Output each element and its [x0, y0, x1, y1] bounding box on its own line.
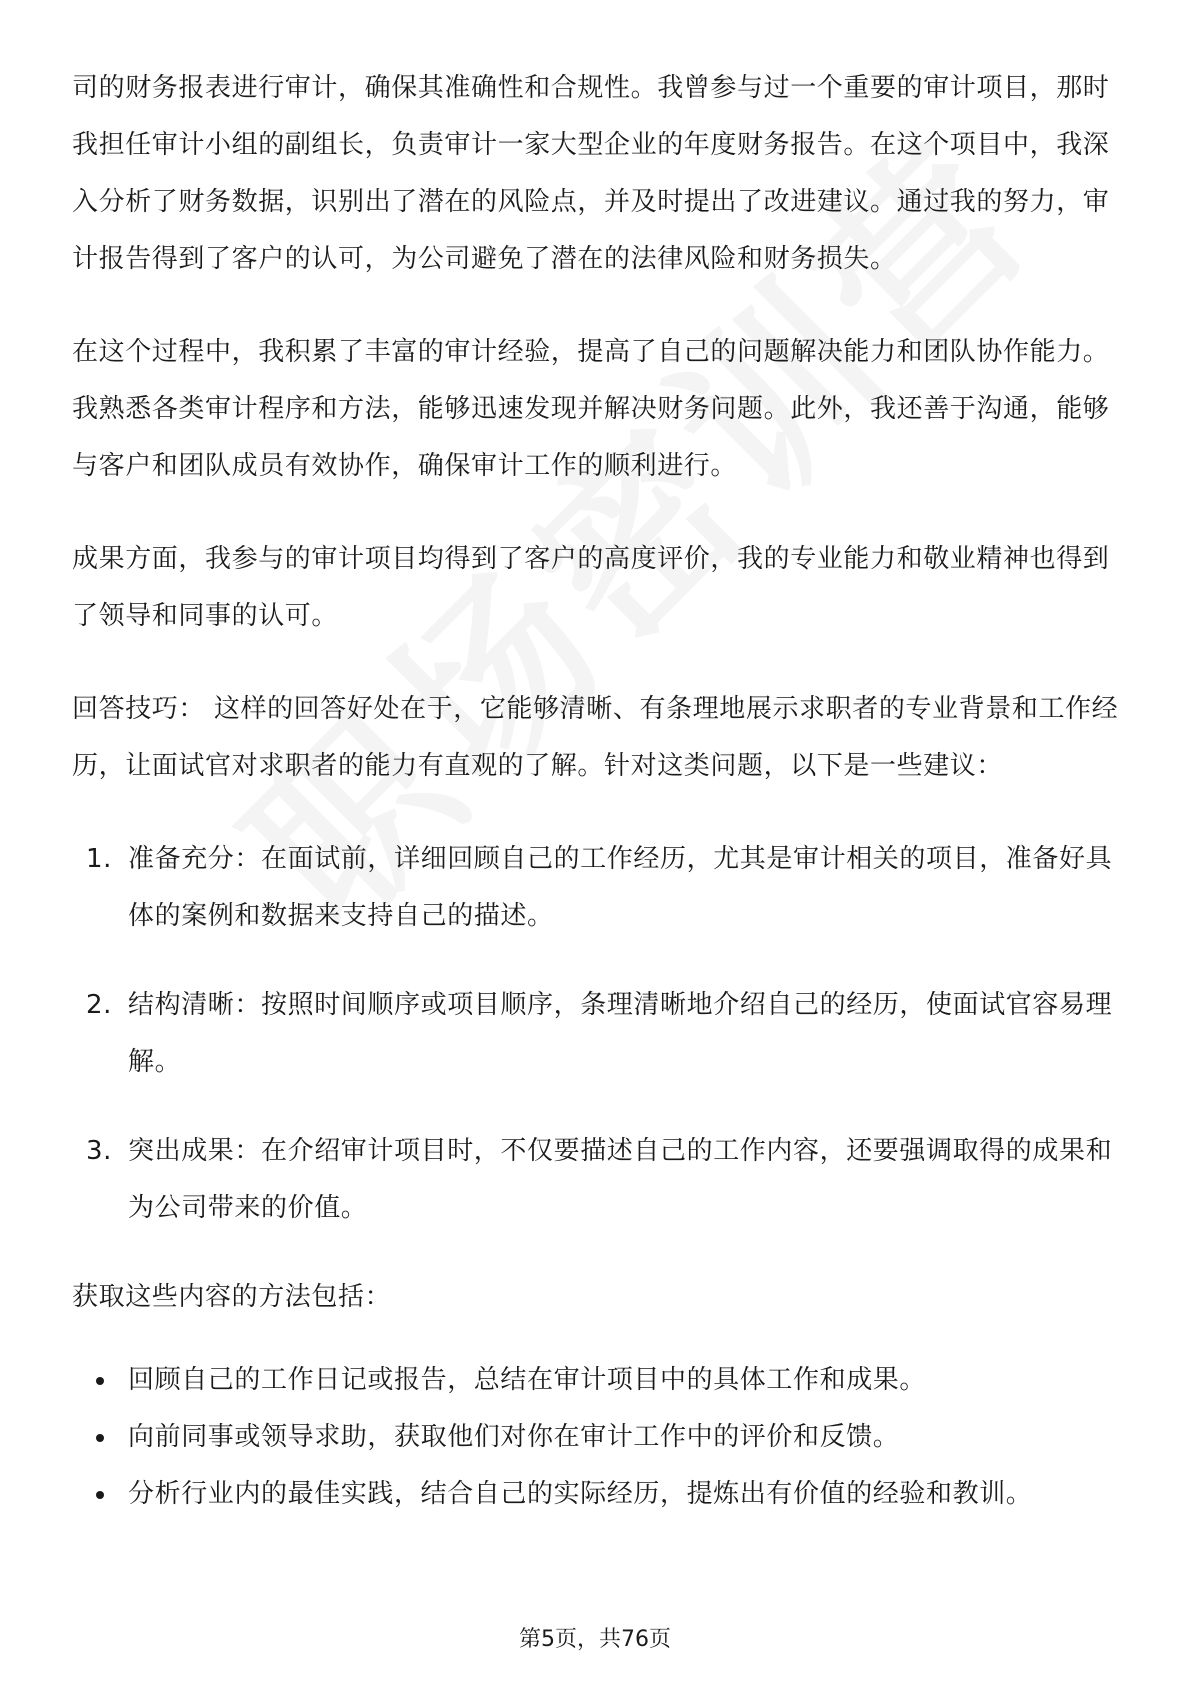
list-item [72, 1352, 1132, 1409]
list-number: 1. [86, 844, 113, 874]
paragraph-answer-tips: 回答技巧： 这样的回答好处在于，它能够清晰、有条理地展示求职者的专业背景和工作经历，让面试官对求职者的能力有直观的了解。针对这类问题，以下是一些建议： [72, 694, 1119, 781]
list-item-text: 准备充分：在面试前，详细回顾自己的工作经历，尤其是审计相关的项目，准备好具体的案例和数据来支持自己的描述。 [128, 844, 1113, 931]
list-item [72, 1466, 1132, 1523]
list-item [72, 1123, 1132, 1237]
page-number: 第5页，共76页 [519, 1627, 671, 1652]
tips-numbered-list [72, 831, 1132, 1237]
list-item-text: 向前同事或领导求助，获取他们对你在审计工作中的评价和反馈。 [128, 1422, 900, 1452]
paragraph-results: 成果方面，我参与的审计项目均得到了客户的高度评价，我的专业能力和敬业精神也得到了领导和同事的认可。 [72, 544, 1110, 631]
list-item [72, 831, 1132, 945]
list-number: 3. [86, 1136, 113, 1166]
list-item-text: 突出成果：在介绍审计项目时，不仅要描述自己的工作内容，还要强调取得的成果和为公司带来的价值。 [128, 1136, 1113, 1223]
paragraph-methods-intro: 获取这些内容的方法包括： [72, 1282, 392, 1312]
list-item-text: 分析行业内的最佳实践，结合自己的实际经历，提炼出有价值的经验和教训。 [128, 1479, 1033, 1509]
list-item-text: 回顾自己的工作日记或报告，总结在审计项目中的具体工作和成果。 [128, 1365, 927, 1395]
methods-bullet-list [72, 1352, 1132, 1523]
list-item [72, 1409, 1132, 1466]
list-item [72, 977, 1132, 1091]
bullet-icon [96, 1434, 104, 1442]
list-number: 2. [86, 990, 113, 1020]
document-body [72, 60, 1132, 1523]
paragraph-audit-experience: 司的财务报表进行审计，确保其准确性和合规性。我曾参与过一个重要的审计项目，那时我担任审计小组的副组长，负责审计一家大型企业的年度财务报告。在这个项目中，我深入分析了财务数据，识别出了潜在的风险点，并及时提出了改进建议。通过我的努力，审计报告得到了客户的认可，为公司避免了潜在的法律风险和财务损失。 [72, 73, 1110, 274]
list-item-text: 结构清晰：按照时间顺序或项目顺序，条理清晰地介绍自己的经历，使面试官容易理解。 [128, 990, 1113, 1077]
paragraph-skills: 在这个过程中，我积累了丰富的审计经验，提高了自己的问题解决能力和团队协作能力。我熟悉各类审计程序和方法，能够迅速发现并解决财务问题。此外，我还善于沟通，能够与客户和团队成员有效协作，确保审计工作的顺利进行。 [72, 337, 1110, 481]
bullet-icon [96, 1377, 104, 1385]
bullet-icon [96, 1491, 104, 1499]
